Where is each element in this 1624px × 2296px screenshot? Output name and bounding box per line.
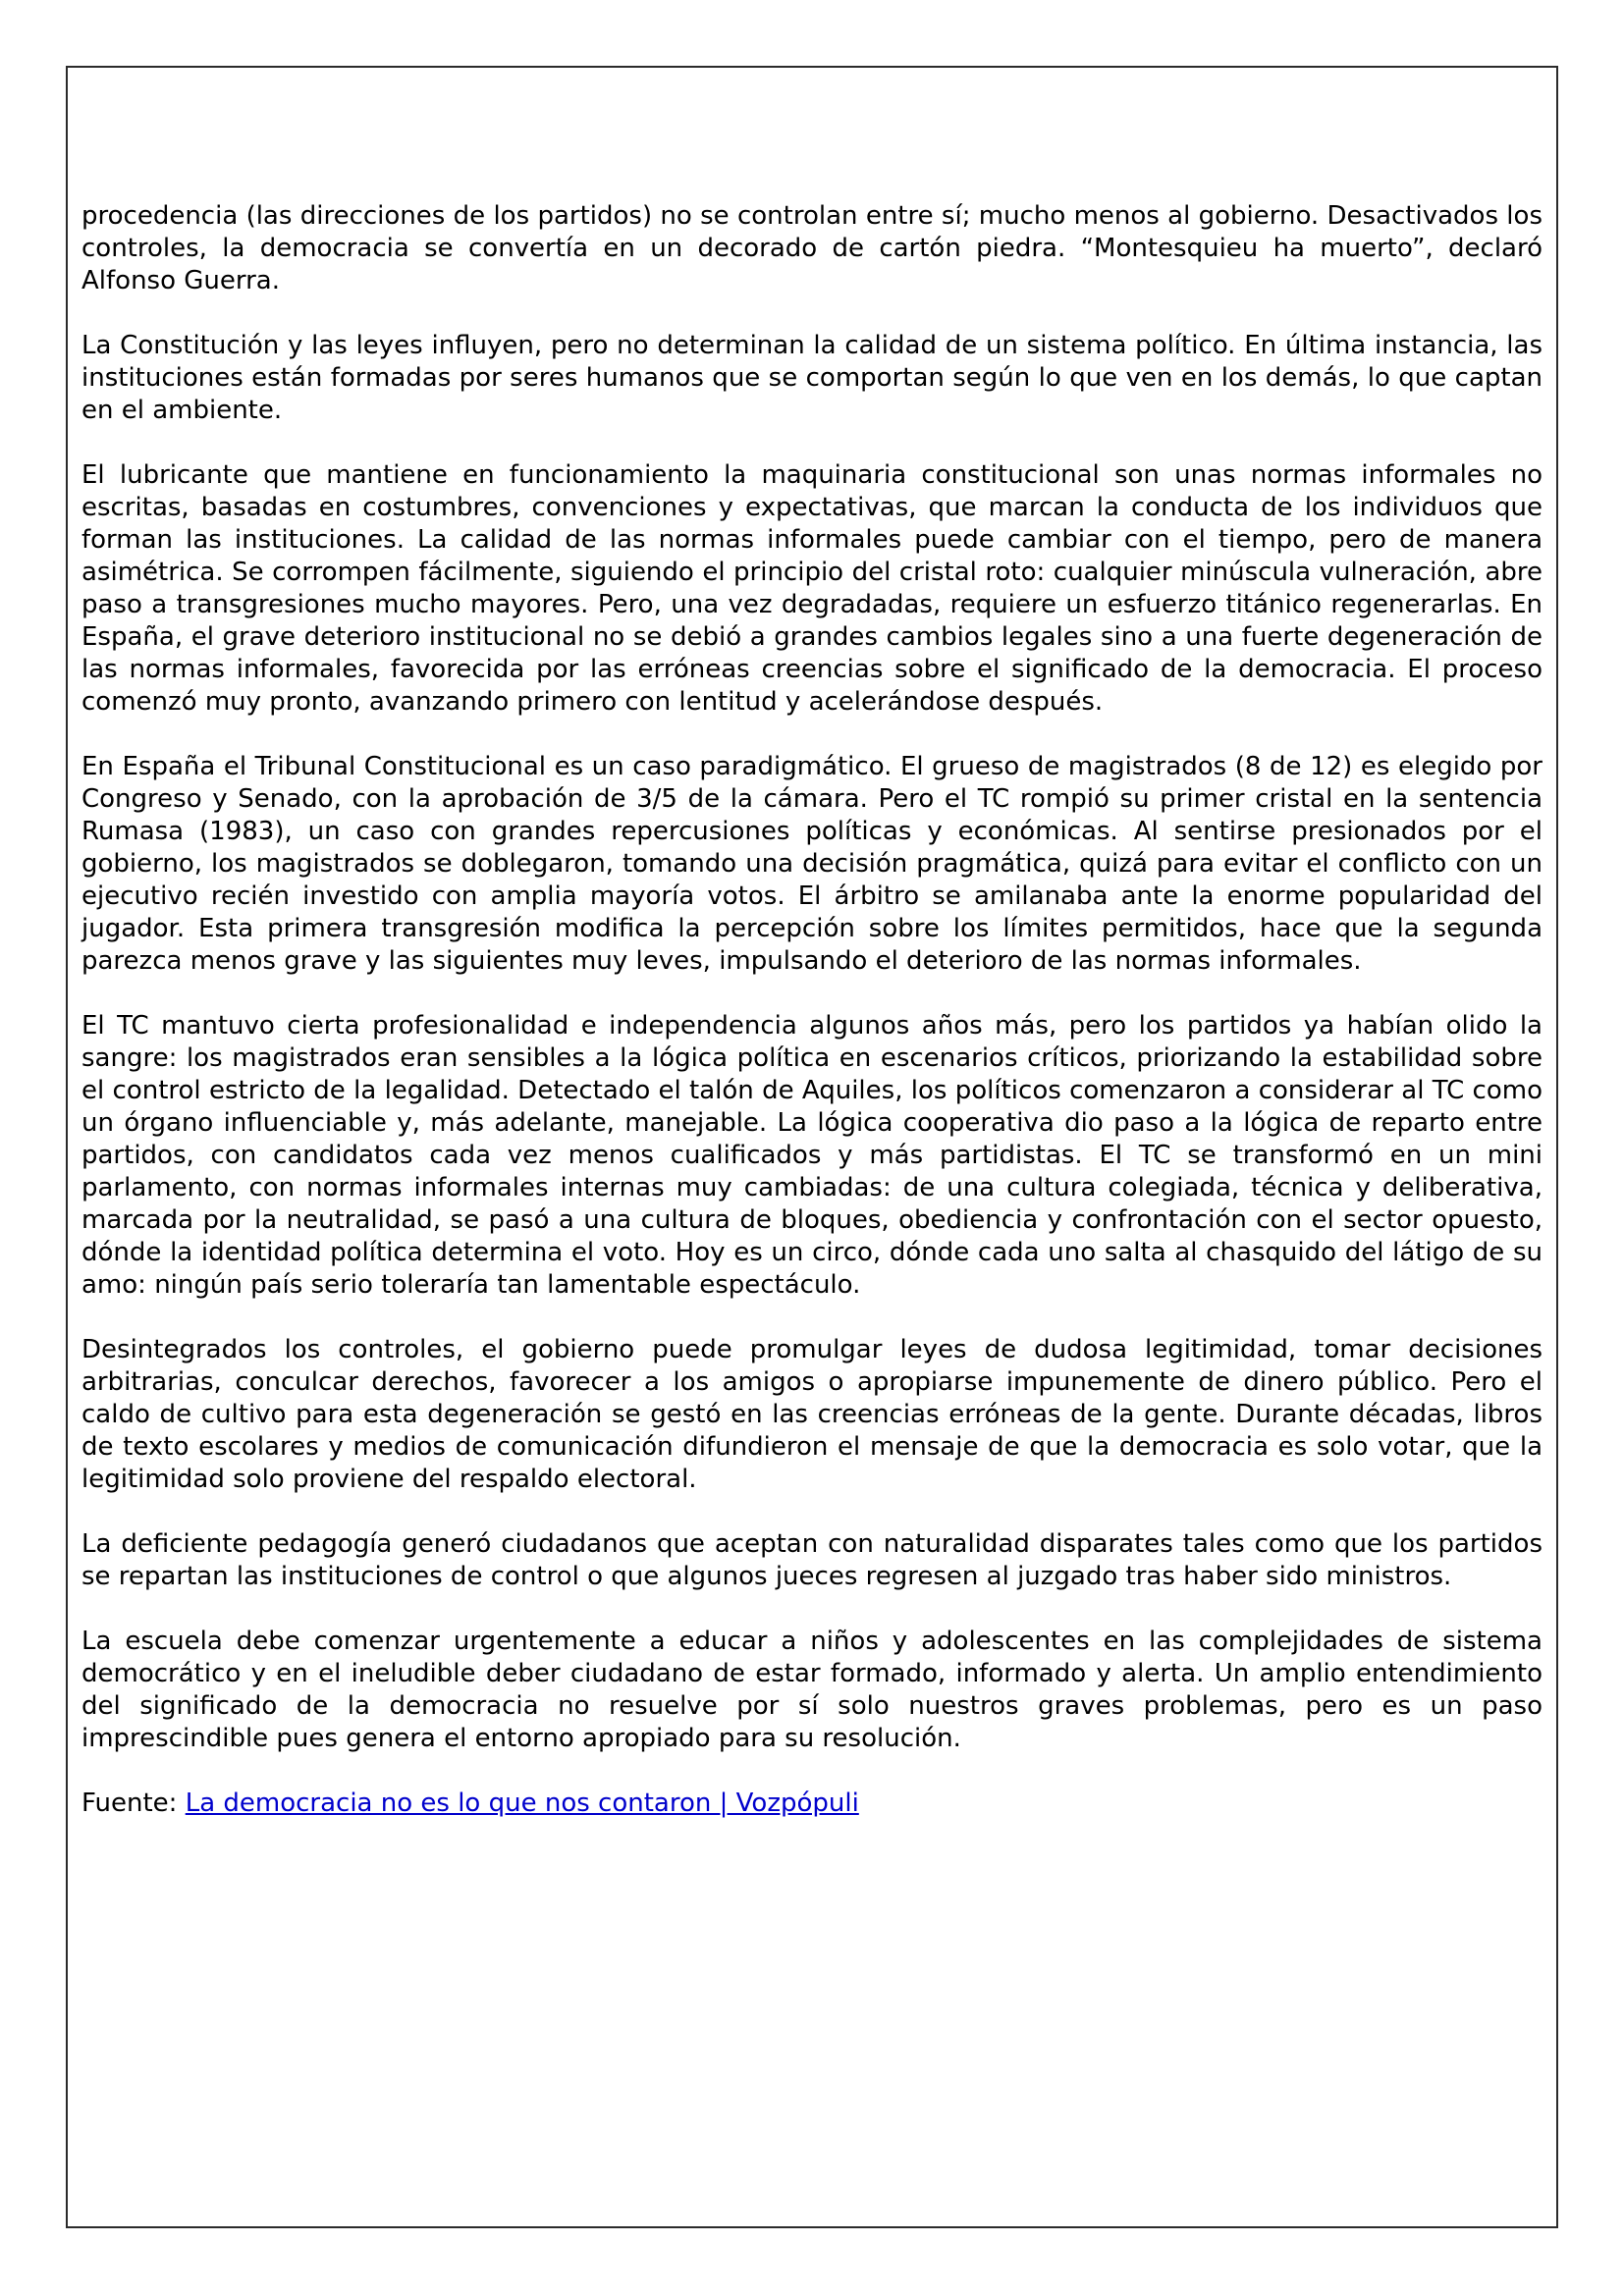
paragraph-1: procedencia (las direcciones de los partidos) no se controlan entre sí; mucho menos al gobierno. Desactivados los controles, la democracia se convertía en un decorado de cartón piedra. “Montesquieu ha muerto”, declaró Alfonso Guerra. (81, 201, 1543, 295)
paragraph-8: La escuela debe comenzar urgentemente a educar a niños y adolescentes en las complejidades de sistema democrático y en el ineludible deber ciudadano de estar formado, informado y alerta. Un amplio entendimiento del significado de la democracia no resuelve por sí solo nuestros graves problemas, pero es un paso imprescindible pues genera el entorno apropiado para su resolución. (81, 1627, 1543, 1753)
page-border-frame (66, 66, 1558, 2228)
paragraph-2: La Constitución y las leyes influyen, pero no determinan la calidad de un sistema político. En última instancia, las instituciones están formadas por seres humanos que se comportan según lo que ven en los demás, lo que captan en el ambiente. (81, 331, 1543, 425)
paragraph-3: El lubricante que mantiene en funcionamiento la maquinaria constitucional son unas normas informales no escritas, basadas en costumbres, convenciones y expectativas, que marcan la conducta de los individuos que forman las instituciones. La calidad de las normas informales puede cambiar con el tiempo, pero de manera asimétrica. Se corrompen fácilmente, siguiendo el principio del cristal roto: cualquier minúscula vulneración, abre paso a transgresiones mucho mayores. Pero, una vez degradadas, requiere un esfuerzo titánico regenerarlas. En España, el grave deterioro institucional no se debió a grandes cambios legales sino a una fuerte degeneración de las normas informales, favorecida por las erróneas creencias sobre el significado de la democracia. El proceso comenzó muy pronto, avanzando primero con lentitud y acelerándose después. (81, 460, 1543, 717)
source-label: Fuente: (81, 1789, 186, 1818)
paragraph-4: En España el Tribunal Constitucional es un caso paradigmático. El grueso de magistrados (8 de 12) es elegido por Congreso y Senado, con la aprobación de 3/5 de la cámara. Pero el TC rompió su primer cristal en la sentencia Rumasa (1983), un caso con grandes repercusiones políticas y económicas. Al sentirse presionados por el gobierno, los magistrados se doblegaron, tomando una decisión pragmática, quizá para evitar el conflicto con un ejecutivo recién investido con amplia mayoría votos. El árbitro se amilanaba ante la enorme popularidad del jugador. Esta primera transgresión modifica la percepción sobre los límites permitidos, hace que la segunda parezca menos grave y las siguientes muy leves, impulsando el deterioro de las normas informales. (81, 752, 1543, 976)
paragraph-7: La deficiente pedagogía generó ciudadanos que aceptan con naturalidad disparates tales como que los partidos se repartan las instituciones de control o que algunos jueces regresen al juzgado tras haber sido ministros. (81, 1529, 1543, 1591)
document-text-content (68, 68, 1556, 1820)
source-line (81, 1788, 1543, 1820)
paragraph-6: Desintegrados los controles, el gobierno puede promulgar leyes de dudosa legitimidad, tomar decisiones arbitrarias, conculcar derechos, favorecer a los amigos o apropiarse impunemente de dinero público. Pero el caldo de cultivo para esta degeneración se gestó en las creencias erróneas de la gente. Durante décadas, libros de texto escolares y medios de comunicación difundieron el mensaje de que la democracia es solo votar, que la legitimidad solo proviene del respaldo electoral. (81, 1335, 1543, 1494)
source-link[interactable]: La democracia no es lo que nos contaron | Vozpópuli (185, 1789, 859, 1818)
paragraph-5: El TC mantuvo cierta profesionalidad e independencia algunos años más, pero los partidos ya habían olido la sangre: los magistrados eran sensibles a la lógica política en escenarios críticos, priorizando la estabilidad sobre el control estricto de la legalidad. Detectado el talón de Aquiles, los políticos comenzaron a considerar al TC como un órgano influenciable y, más adelante, manejable. La lógica cooperativa dio paso a la lógica de reparto entre partidos, con candidatos cada vez menos cualificados y más partidistas. El TC se transformó en un mini parlamento, con normas informales internas muy cambiadas: de una cultura colegiada, técnica y deliberativa, marcada por la neutralidad, se pasó a una cultura de bloques, obediencia y confrontación con el sector opuesto, dónde la identidad política determina el voto. Hoy es un circo, dónde cada uno salta al chasquido del látigo de su amo: ningún país serio toleraría tan lamentable espectáculo. (81, 1011, 1543, 1300)
